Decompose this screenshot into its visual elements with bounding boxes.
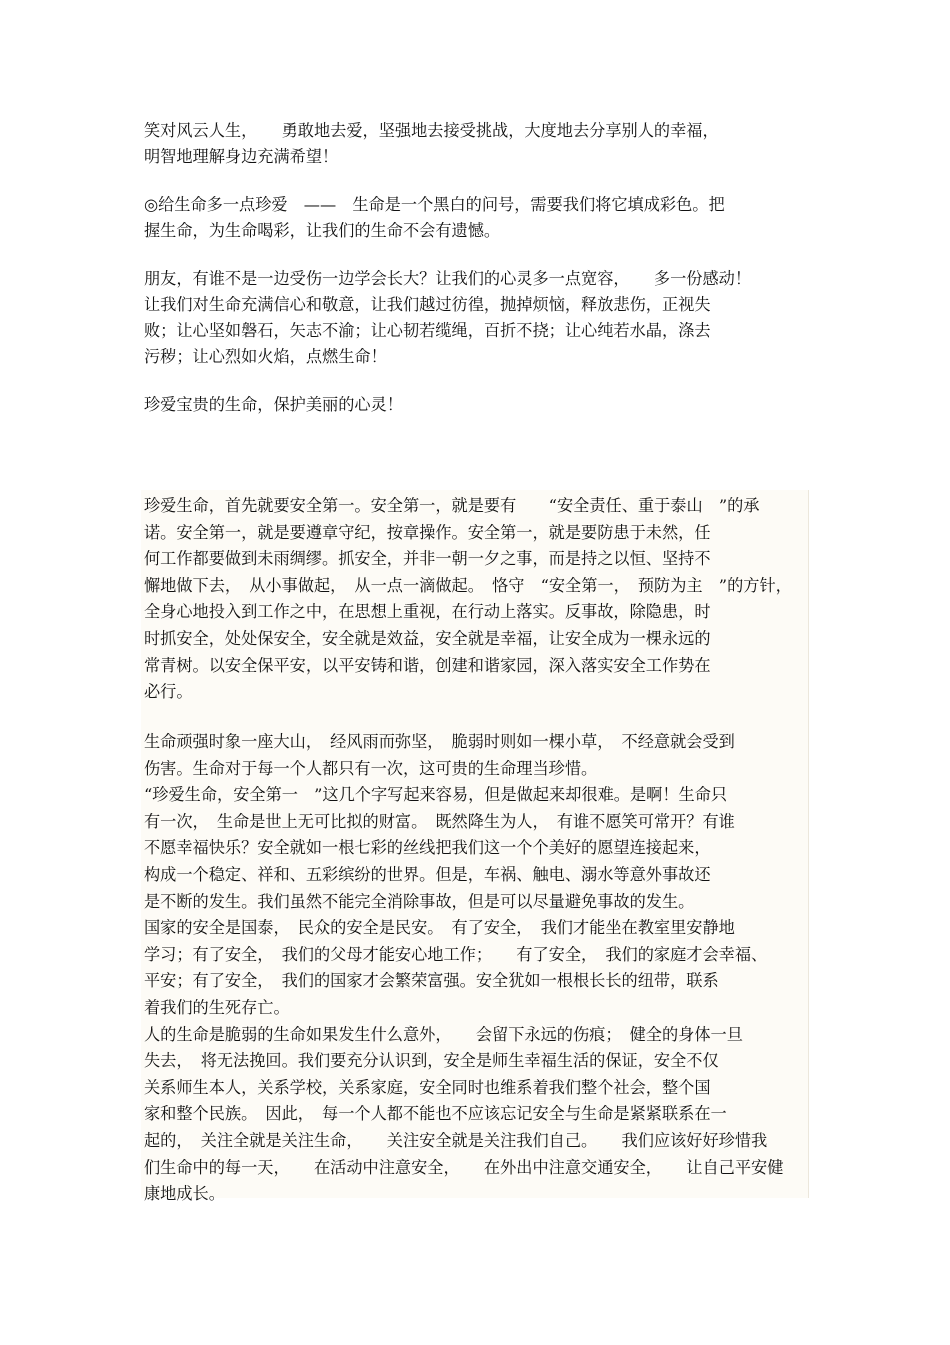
text-line: 失去， 将无法挽回。我们要充分认识到，安全是师生幸福生活的保证，安全不仅 [144,1051,719,1071]
text-line: 们生命中的每一天， 在活动中注意安全， 在外出中注意交通安全， 让自己平安健 [144,1157,784,1177]
text-line: 学习；有了安全， 我们的父母才能安心地工作； 有了安全， 我们的家庭才会幸福、 [144,944,768,964]
text-line: 时抓安全，处处保安全，安全就是效益，安全就是幸福，让安全成为一棵永远的 [144,628,711,648]
text-line: 必行。 [144,682,193,702]
paragraph-cherish-life [144,192,809,244]
text-line: 笑对风云人生， 勇敢地去爱，坚强地去接受挑战，大度地去分享别人的幸福， [144,121,719,140]
text-line: 伤害。生命对于每一个人都只有一次，这可贵的生命理当珍惜。 [144,758,598,778]
text-line: 常青树。以安全保平安，以平安铸和谐，创建和谐家园，深入落实安全工作势在 [144,655,711,675]
text-line: 诺。安全第一，就是要遵章守纪，按章操作。安全第一，就是要防患于未然，任 [144,522,711,542]
text-line: 关系师生本人，关系学校，关系家庭，安全同时也维系着我们整个社会，整个国 [144,1077,711,1097]
paragraph-protect-soul [144,392,809,418]
text-line: 珍爱宝贵的生命，保护美丽的心灵！ [144,395,403,414]
text-line: 败；让心坚如磐石，矢志不渝；让心韧若缆绳，百折不挠；让心纯若水晶，涤去 [144,321,711,340]
text-line: 朋友，有谁不是一边受伤一边学会长大？让我们的心灵多一点宽容， 多一份感动！ [144,269,752,288]
text-line: 污秽；让心烈如火焰，点燃生命！ [144,347,387,366]
paragraph-smile-at-life [144,118,809,170]
text-line: 生命顽强时象一座大山， 经风雨而弥坚， 脆弱时则如一棵小草， 不经意就会受到 [144,732,735,751]
text-line: 不愿幸福快乐？安全就如一根七彩的丝线把我们这一个个美好的愿望连接起来， [144,838,711,858]
text-line: 构成一个稳定、祥和、五彩缤纷的世界。但是，车祸、触电、溺水等意外事故还 [144,864,711,884]
paragraph-safety-first [144,493,806,706]
text-line: 人的生命是脆弱的生命如果发生什么意外， 会留下永远的伤痕； 健全的身体一旦 [144,1024,743,1044]
paragraph-life-fragile [144,729,806,1208]
text-line: “珍爱生命，安全第一 ”这几个字写起来容易，但是做起来却很难。是啊！生命只 [144,785,728,805]
text-line: 有一次， 生命是世上无可比拟的财富。 既然降生为人， 有谁不愿笑可常开？有谁 [144,811,735,831]
text-line: ◎给生命多一点珍爱 —— 生命是一个黑白的问号，需要我们将它填成彩色。把 [144,195,725,214]
text-line: 何工作都要做到未雨绸缪。抓安全，并非一朝一夕之事，而是持之以恒、坚持不 [144,549,711,569]
text-line: 懈地做下去， 从小事做起， 从一点一滴做起。 恪守 “安全第一， 预防为主 ”的方针， [144,575,792,595]
text-line: 国家的安全是国泰， 民众的安全是民安。 有了安全， 我们才能坐在教室里安静地 [144,918,735,938]
text-line: 全身心地投入到工作之中，在思想上重视，在行动上落实。反事故，除隐患，时 [144,602,711,622]
safety-essay-panel [141,490,809,1204]
text-line: 握生命，为生命喝彩，让我们的生命不会有遗憾。 [144,221,501,240]
text-line: 明智地理解身边充满希望！ [144,147,339,166]
text-line: 是不断的发生。我们虽然不能完全消除事故，但是可以尽量避免事故的发生。 [144,891,695,911]
text-line: 着我们的生死存亡。 [144,997,290,1017]
text-line: 平安；有了安全， 我们的国家才会繁荣富强。安全犹如一根根长长的纽带，联系 [144,971,719,991]
text-line: 康地成长。 [144,1184,225,1204]
text-line: 起的， 关注全就是关注生命， 关注安全就是关注我们自己。 我们应该好好珍惜我 [144,1130,768,1150]
text-line: 家和整个民族。 因此， 每一个人都不能也不应该忘记安全与生命是紧紧联系在一 [144,1104,727,1124]
paragraph-friend [144,266,809,370]
text-line: 珍爱生命，首先就要安全第一。安全第一，就是要有 “安全责任、重于泰山 ”的承 [144,496,760,515]
text-line: 让我们对生命充满信心和敬意，让我们越过彷徨，抛掉烦恼，释放悲伤，正视失 [144,295,711,314]
